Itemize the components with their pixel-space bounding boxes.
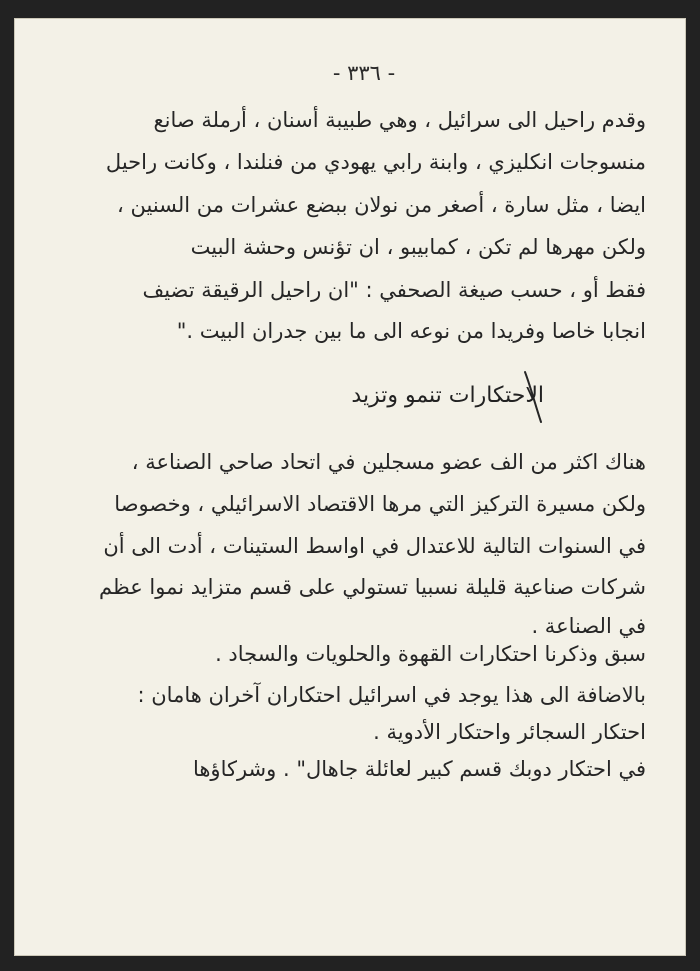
text-line-14: احتكار السجائر واحتكار الأدوية . xyxy=(373,720,646,744)
text-line-13: بالاضافة الى هذا يوجد في اسرائيل احتكاران آخران هامان : xyxy=(137,683,646,707)
text-line-9: في السنوات التالية للاعتدال في اواسط الستينات ، أدت الى أن xyxy=(103,534,646,558)
text-line-11: في الصناعة . xyxy=(531,614,646,638)
text-line-3: ايضا ، مثل سارة ، أصغر من نولان ببضع عشرات من السنين ، xyxy=(117,193,646,217)
text-line-10: شركات صناعية قليلة نسبيا تستولي على قسم متزايد نموا عظم xyxy=(99,575,646,599)
text-line-1: وقدم راحيل الى سرائيل ، وهي طبيبة أسنان ، أرملة صانع xyxy=(153,108,646,132)
manuscript-page xyxy=(14,18,686,956)
page-number: - ٣٣٦ - xyxy=(332,61,396,85)
text-line-6: انجابا خاصا وفريدا من نوعه الى ما بين جدران البيت ." xyxy=(176,319,646,343)
text-line-4: ولكن مهرها لم تكن ، كمابيبو ، ان تؤنس وحشة البيت xyxy=(190,235,646,259)
text-line-7: هناك اكثر من الف عضو مسجلين في اتحاد صاحي الصناعة ، xyxy=(131,450,646,474)
text-line-12: سبق وذكرنا احتكارات القهوة والحلويات والسجاد . xyxy=(215,642,646,666)
text-line-8: ولكن مسيرة التركيز التي مرها الاقتصاد الاسرائيلي ، وخصوصا xyxy=(114,492,646,516)
text-line-2: منسوجات انكليزي ، وابنة رابي يهودي من فنلندا ، وكانت راحيل xyxy=(105,150,646,174)
text-line-5: فقط أو ، حسب صيغة الصحفي : "ان راحيل الرقيقة تضيف xyxy=(142,278,646,302)
text-line-15: في احتكار دوبك قسم كبير لعائلة جاهال" . وشركاؤها xyxy=(192,757,646,781)
section-heading: الاحتكارات تنمو وتزيد xyxy=(351,383,544,408)
